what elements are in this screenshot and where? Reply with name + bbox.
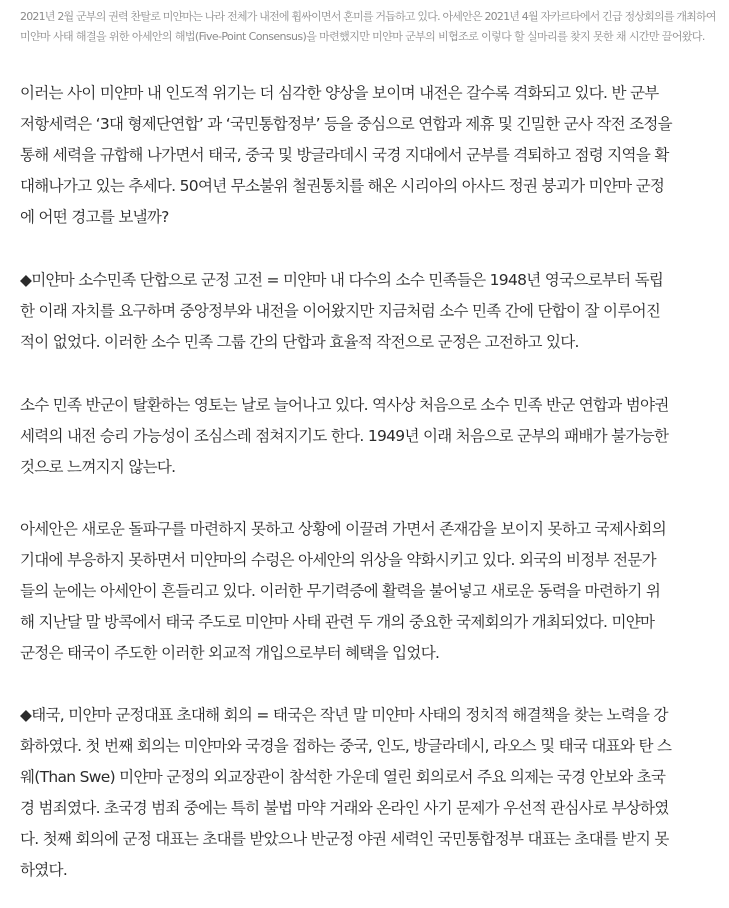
paragraph-line: 해 지난달 말 방콕에서 태국 주도로 미얀마 사태 관련 두 개의 중요한 국제회의가 개최되었다. 미얀마 [20,613,655,631]
paragraph-line: 하였다. [20,861,68,879]
photo-caption [20,7,720,47]
paragraph-line: 기대에 부응하지 못하면서 미얀마의 수렁은 아세안의 위상을 약화시키고 있다. 외국의 비정부 전문가 [20,551,656,569]
paragraph-thailand-meeting [20,700,720,886]
paragraph-line: 들의 눈에는 아세안이 흔들리고 있다. 이러한 무기력증에 활력을 불어넣고 새로운 동력을 마련하기 위 [20,582,661,600]
paragraph-line: 경 범죄였다. 초국경 범죄 중에는 특히 불법 마약 거래와 온라인 사기 문제가 우선적 관심사로 부상하였 [20,799,669,817]
caption-line: 미얀마 사태 해결을 위한 아세안의 해법(Five-Point Consensus)을 마련했지만 미얀마 군부의 비협조로 이렇다 할 실마리를 찾지 못한 채 시간만 끌어왔다. [20,30,705,43]
paragraph-ethnic-unity [20,265,720,358]
paragraph-line: 것으로 느껴지지 않는다. [20,458,176,476]
paragraph-line: 아세안은 새로운 돌파구를 마련하지 못하고 상황에 이끌려 가면서 존재감을 보이지 못하고 국제사회의 [20,520,666,538]
paragraph-line: 이러는 사이 미얀마 내 인도적 위기는 더 심각한 양상을 보이며 내전은 갈수록 격화되고 있다. 반 군부 [20,84,659,102]
paragraph-line: 다. 첫째 회의에 군정 대표는 초대를 받았으나 반군정 야권 세력인 국민통합정부 대표는 초대를 받지 못 [20,830,669,848]
paragraph-line: 적이 없었다. 이러한 소수 민족 그룹 간의 단합과 효율적 작전으로 군정은 고전하고 있다. [20,333,579,351]
paragraph-territory [20,390,720,483]
paragraph-line: 대해나가고 있는 추세다. 50여년 무소불위 철권통치를 해온 시리아의 아사드 정권 붕괴가 미얀마 군정 [20,177,665,195]
paragraph-asean [20,514,720,669]
caption-line: 2021년 2월 군부의 권력 찬탈로 미얀마는 나라 전체가 내전에 휩싸이면서 혼미를 거듭하고 있다. 아세안은 2021년 4월 자카르타에서 긴급 정상회의를 개최하여 [20,10,716,23]
paragraph-line: 저항세력은 ‘3대 형제단연합’ 과 ‘국민통합정부’ 등을 중심으로 연합과 제휴 및 긴밀한 군사 작전 조정을 [20,115,672,133]
paragraph-line: 화하였다. 첫 번째 회의는 미얀마와 국경을 접하는 중국, 인도, 방글라데시, 라오스 및 태국 대표와 탄 스 [20,737,672,755]
paragraph-line: ◆태국, 미얀마 군정대표 초대해 회의 = 태국은 작년 말 미얀마 사태의 정치적 해결책을 찾는 노력을 강 [20,706,668,724]
paragraph-humanitarian-crisis [20,78,720,233]
paragraph-line: 한 이래 자치를 요구하며 중앙정부와 내전을 이어왔지만 지금처럼 소수 민족 간에 단합이 잘 이루어진 [20,302,661,320]
paragraph-line: 세력의 내전 승리 가능성이 조심스레 점쳐지기도 한다. 1949년 이래 처음으로 군부의 패배가 불가능한 [20,427,669,445]
paragraph-line: 소수 민족 반군이 탈환하는 영토는 날로 늘어나고 있다. 역사상 처음으로 소수 민족 반군 연합과 범야권 [20,396,669,414]
paragraph-line: 웨(Than Swe) 미얀마 군정의 외교장관이 참석한 가운데 열린 회의로서 주요 의제는 국경 안보와 초국 [20,768,666,786]
paragraph-line: 군정은 태국이 주도한 이러한 외교적 개입으로부터 혜택을 입었다. [20,644,440,662]
paragraph-line: 통해 세력을 규합해 나가면서 태국, 중국 및 방글라데시 국경 지대에서 군부를 격퇴하고 점령 지역을 확 [20,146,669,164]
paragraph-line: 에 어떤 경고를 보낼까? [20,208,169,226]
paragraph-line: ◆미얀마 소수민족 단합으로 군정 고전 = 미얀마 내 다수의 소수 민족들은 1948년 영국으로부터 독립 [20,271,664,289]
